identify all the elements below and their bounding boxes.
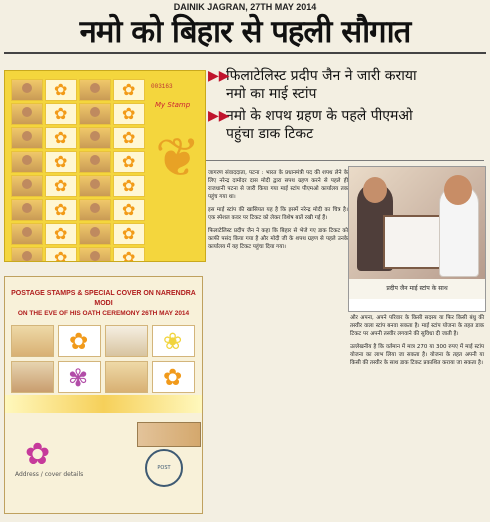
cover-stamp-flower-2 — [152, 325, 195, 357]
article-right — [350, 314, 484, 372]
masthead: DAINIK JAGRAN, 27TH MAY 2014 — [173, 2, 317, 12]
subhead-row-2 — [208, 107, 484, 143]
stamp-portrait-4 — [79, 103, 111, 125]
photo-box — [348, 166, 486, 312]
stamp-flower-8 — [113, 151, 145, 173]
stamp-flower-2 — [113, 79, 145, 101]
stamp-portrait-11 — [11, 199, 43, 221]
cover-stamp-portrait-3 — [11, 361, 54, 393]
headline-divider — [4, 52, 486, 54]
cover-stamp-flower-3 — [58, 361, 101, 393]
stamp-portrait-2 — [79, 79, 111, 101]
headline: नमो को बिहार से पहली सौगात — [79, 14, 411, 50]
stamp-flower-3 — [45, 103, 77, 125]
cover-seal: POST — [145, 449, 183, 487]
article-left-paragraph-2: इस माई स्टांप की खासियत यह है कि इसमें नरेन्द्र मोदी का चित्र है। एक स्पेशल कवर पर टिकट को लेकर विशेष बातें रखी गई हैं। — [208, 207, 348, 221]
stamp-flower-12 — [113, 199, 145, 221]
subhead-row-1 — [208, 67, 484, 103]
article-right-paragraph-1: और अपना, अपने परिवार के किसी सदस्य या फिर किसी बंधु की तस्वीर वाला स्टांप बनवा सकता है। माई स्टांप योजना के तहत डाक टिकट पर अपनी तस्वीर लगवाने की सुविधा दी जाती है। — [350, 315, 484, 337]
cover-stamp-portrait-1 — [11, 325, 54, 357]
article-left — [208, 169, 348, 256]
photo — [349, 167, 485, 279]
stamp-portrait-14 — [79, 223, 111, 245]
stamp-flower-5 — [45, 127, 77, 149]
stamp-flower-13 — [45, 223, 77, 245]
stamp-portrait-7 — [11, 151, 43, 173]
stamp-frame — [383, 215, 441, 269]
stamp-portrait-1 — [11, 79, 43, 101]
stamp-portrait-16 — [79, 247, 111, 262]
photo-caption: प्रदीप जैन माई स्टांप के साथ — [349, 279, 485, 299]
stamp-flower-16 — [113, 247, 145, 262]
stamp-portrait-9 — [11, 175, 43, 197]
stamp-portrait-5 — [11, 127, 43, 149]
subhead-2-line-2: पहुंचा डाक टिकट — [226, 126, 314, 142]
stamp-portrait-10 — [79, 175, 111, 197]
stamp-flower-1 — [45, 79, 77, 101]
cover-title: POSTAGE STAMPS & SPECIAL COVER ON NARENDRA MODI — [11, 290, 196, 307]
subhead-2-line-1: नमो के शपथ ग्रहण के पहले पीएमओ — [226, 108, 413, 124]
sheet-number: 003163 — [151, 83, 173, 90]
article-left-paragraph-1: जागरण संवाददाता, पटना : भारत के प्रधानमंत्री पद की शपथ लेने के लिए नरेन्द्र दामोदर दास मोदी द्वारा सपथ ग्रहण करने से पहले ही राजधानी पटना से जारी किया गया माई स्टांप पीएमओ कार्यालय तक पहुंच गया था। — [208, 170, 348, 200]
cover-bottom-text: Address / cover details — [15, 471, 84, 478]
flower-icon: ✿ — [25, 437, 51, 472]
cover-stamp-portrait-2 — [105, 325, 148, 357]
article-right-paragraph-2: उल्लेखनीय है कि वर्तमान में मात्र 270 या 300 रुपए में माई स्टांप योजना का लाभ लिया जा सकता है। योजना के तहत अपनी या किसी की तस्वीर के साथ डाक टिकट प्रकाशित कराया जा सकता है। — [350, 344, 484, 366]
stamp-portrait-8 — [79, 151, 111, 173]
stamp-sheet — [4, 70, 206, 262]
section-divider — [206, 160, 484, 161]
cover-stamp-grid — [11, 325, 196, 393]
stamp-flower-6 — [113, 127, 145, 149]
cover-stamp-flower-1 — [58, 325, 101, 357]
subhead-1-line-1: फिलाटेलिस्ट प्रदीप जैन ने जारी कराया — [226, 68, 417, 84]
stamp-portrait-12 — [79, 199, 111, 221]
stamp-flower-11 — [45, 199, 77, 221]
face-left — [363, 177, 387, 203]
cover-subtitle: ON THE EVE OF HIS OATH CEREMONY 26TH MAY 2014 — [17, 310, 190, 317]
stamp-portrait-6 — [79, 127, 111, 149]
stamp-flower-9 — [45, 175, 77, 197]
subhead-1-line-2: नमो का माई स्टांप — [226, 86, 317, 102]
arrow-right-icon: ▶▶ — [208, 108, 230, 124]
cover-stamp-flower-4 — [152, 361, 195, 393]
stamp-portrait-3 — [11, 103, 43, 125]
article-left-paragraph-3: फिलाटेलिस्ट प्रदीप जैन ने कहा कि बिहार से भेजे गए डाक टिकट को काफी पसंद किया गया है और मोदी जी के शपथ ग्रहण से पहले उनके कार्यालय में यह टिकट पहुंचा दिया गया। — [208, 228, 348, 250]
subheads — [208, 67, 484, 147]
face-right — [444, 175, 472, 205]
stamp-portrait-15 — [11, 247, 43, 262]
stamp-flower-10 — [113, 175, 145, 197]
cover-stamp-portrait-4 — [105, 361, 148, 393]
cover-stamp-bottom — [137, 422, 201, 447]
sheet-brand: My Stamp — [155, 101, 191, 109]
stamp-flower-7 — [45, 151, 77, 173]
lily-icon: ❦ — [155, 126, 201, 189]
cover-band — [5, 395, 202, 413]
stamp-grid — [11, 79, 145, 262]
stamp-flower-4 — [113, 103, 145, 125]
stamp-flower-14 — [113, 223, 145, 245]
special-cover — [4, 276, 203, 514]
stamp-flower-15 — [45, 247, 77, 262]
stamp-portrait-13 — [11, 223, 43, 245]
arrow-right-icon: ▶▶ — [208, 68, 230, 84]
